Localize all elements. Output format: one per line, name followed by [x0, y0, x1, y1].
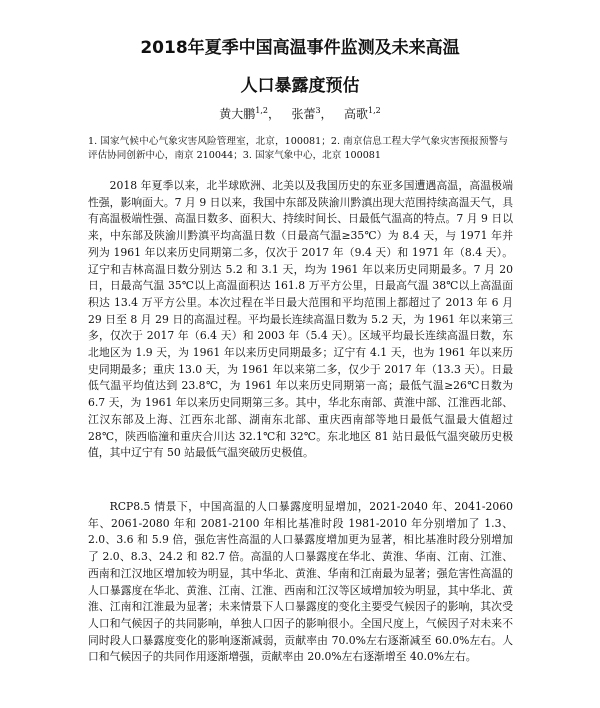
- affiliations: 1. 国家气候中心气象灾害风险管理室，北京，100081；2. 南京信息工程大学气象灾害预报预警与评估协同创新中心，南京 210044；3. 国家气象中心，北京 100081: [88, 136, 508, 161]
- abstract-paragraph-1: 2018 年夏季以来，北半球欧洲、北美以及我国历史的东亚多国遭遇高温，高温极端性强，影响面大。7 月 9 日以来，我国中东部及陕渝川黔滇出现大范围持续高温天气，具有高温极端性强、高温日数多、面积大、持续时间长、日最低气温高的特点。7 月 9 日以来，中东部及陕渝川黔滇平均高温日数（日最高气温≥35℃）为 8.4 天，与 1971 年并列为 1961 年以来历史同期第二多，仅次于 2017 年（9.4 天）和 1971 年（8.4 天）。辽宁和吉林高温日数分别达 5.2 和 3.1 天，均为 1961 年以来历史同期最多。7 月 20 日，日最高气温 35℃以上高温面积达 161.8 万平方公里，日最高气温 38℃以上高温面积达 13.4 万平方公里。本次过程在半日最大范围和平均范围上都超过了 2013 年 6 月 29 日至 8 月 29 日的高温过程。平均最长连续高温日数为 5.2 天，为 1961 年以来第三多，仅次于 2017 年（6.4 天）和 2003 年（5.4 天）。区域平均最长连续高温日数，东北地区为 1.9 天，为 1961 年以来历史同期最多；辽宁有 4.1 天，也为 1961 年以来历史同期最多；重庆 13.0 天，为 1961 年以来第二多，仅少于 2017 年（13.3 天）。日最低气温平均值达到 23.8℃，为 1961 年以来历史同期第一高；最低气温≥26℃日数为 6.7 天，为 1961 年以来历史同期第三多。其中，华北东南部、黄淮中部、江淮西北部、江汉东部及上海、江西东北部、湖南东北部、重庆西南部等地日最低气温最大值超过 28℃，陕西临潼和重庆合川达 32.1℃和 32℃。东北地区 81 站日最低气温突破历史极值，其中辽宁有 50 站最低气温突破历史极值。: [88, 179, 513, 460]
- abstract-paragraph-2: RCP8.5 情景下，中国高温的人口暴露度明显增加，2021-2040 年、2041-2060 年、2061-2080 年和 2081-2100 年相比基准时段 1981-2010 年分别增加了 1.3、2.0、3.6 和 5.9 倍，强危害性高温的人口暴露度增加更为显著，相比基准时段分别增加了 2.0、8.3、24.2 和 82.7 倍。高温的人口暴露度在华北、黄淮、华南、江南、江淮、西南和江汉地区增加较为明显，其中华北、黄淮、华南和江南最为显著；强危害性高温的人口暴露度在华北、黄淮、江南、江淮、西南和江汉等区域增加较为明显，其中华北、黄淮、江南和江淮最为显著；未来情景下人口暴露度的变化主要受气候因子的影响，其次受人口和气候因子的共同影响，单独人口因子的影响很小。全国尺度上，气候因子对未来不同时段人口暴露度变化的影响逐渐减弱，贡献率由 70.0%左右逐渐减至 60.0%左右。人口和气候因子的共同作用逐渐增强，贡献率由 20.0%左右逐渐增至 40.0%左右。: [88, 500, 513, 664]
- paper-title-line-2: 人口暴露度预估: [240, 76, 360, 96]
- author: 黄大鹏$^{1,2}$，: [219, 106, 280, 121]
- paper-title-line-1: 2018年夏季中国高温事件监测及未来高温: [140, 38, 460, 58]
- author: 高歌$^{1,2}$: [344, 106, 381, 121]
- author: 张蕾$^3$，: [291, 106, 333, 121]
- author-list: [40, 104, 560, 121]
